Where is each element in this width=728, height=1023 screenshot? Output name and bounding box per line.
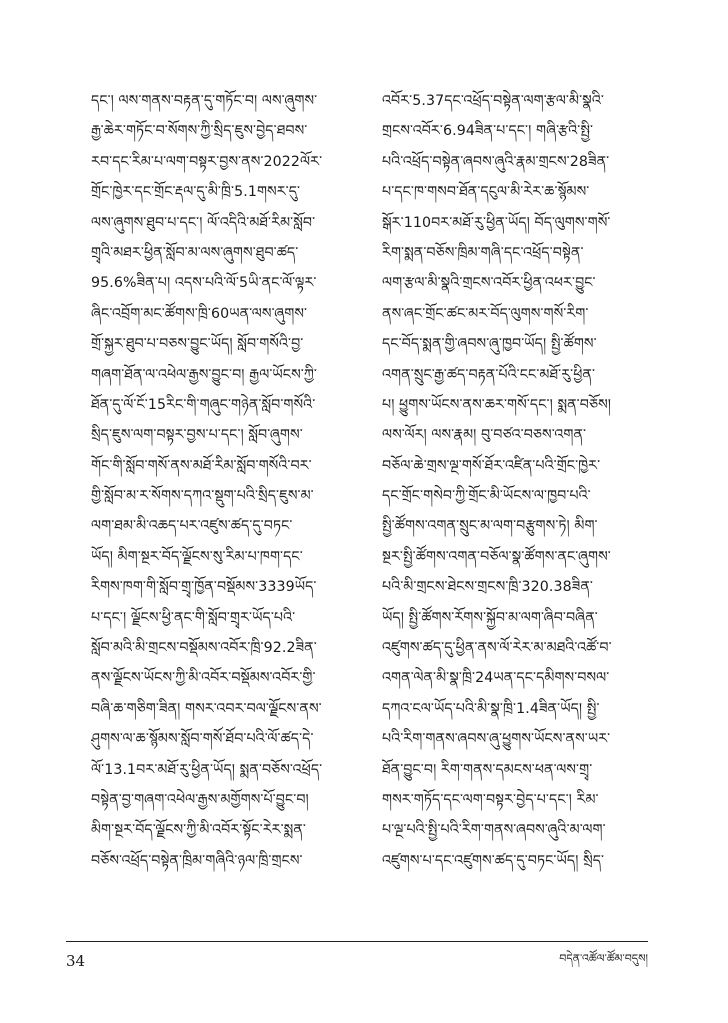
text-line: ཡོད། སྤྱི་ཚོགས་རོགས་སྐྱོབ་མ་ལག་ཞིབ་བཞིན་ — [382, 609, 598, 626]
text-line: དཀའ་ངལ་ཡོད་པའི་མི་སྣ་ཁྲི་1.4ཟིན་ཡོད། སྤྱི་ — [382, 700, 600, 717]
text-line: ལས་ཞུགས་ཐུབ་པ་དང་། ལོ་འདིའི་མཐོ་རིམ་སློབ་ — [91, 214, 316, 231]
text-line: རྒྱ་ཆེར་གཏོང་བ་སོགས་ཀྱི་སྲིད་ཇུས་བྱེད་ཐབས་ — [91, 123, 308, 140]
text-line: རབ་དང་རིམ་པ་ལག་བསྟར་བྱས་ནས་2022ལོར་ — [91, 153, 323, 170]
text-line: ལག་རྩལ་མི་སྣའི་གྲངས་འབོར་ཕྱིན་འཕར་བྱུང་ — [382, 275, 596, 292]
text-line: བཅོལ་ཆེ་གྲས་ལྔ་གསོ་ཐོར་འཛིན་པའི་གྲོང་ཁྱེར་ — [382, 457, 601, 474]
text-line: དང་བོད་སྨན་གྱི་ཞབས་ཞུ་ཁྱབ་ཡོད། སྤྱི་ཚོགས་ — [382, 336, 597, 353]
text-line: བཞི་ཆ་གཅིག་ཟིན། གསར་འབར་བལ་ལྗོངས་ནས་ — [91, 700, 322, 717]
right-text-column — [382, 86, 647, 876]
text-line: ཡོད། མིག་སྔར་བོད་ལྗོངས་སུ་རིམ་པ་ཁག་དང་ — [91, 548, 303, 565]
text-line: པ་ལྔ་པའི་སྤྱི་པའི་རིག་གནས་ཞབས་ཞུའི་མ་ལག་ — [382, 822, 606, 839]
text-line: རིགས་ཁག་གི་སློབ་གྲྭ་ཁྱོན་བསྡོམས་3339ཡོད་ — [91, 579, 317, 596]
text-line: ལས་ལོར། ལས་རྣམ། བུ་བཙའ་བཅས་འགན་ — [382, 427, 587, 444]
text-line: མིག་སྔར་བོད་ལྗོངས་ཀྱི་མི་འབོར་སྟོང་རེར་སྨན་ — [91, 822, 306, 839]
text-line: གོང་གི་སློབ་གསོ་ནས་མཐོ་རིམ་སློབ་གསོའི་བར་ — [91, 457, 312, 474]
text-line: དང་གྲོང་གསེབ་ཀྱི་གྲོང་མི་ཡོངས་ལ་ཁྱབ་པའི་ — [382, 488, 591, 505]
text-line: གསར་གཏོད་དང་ལག་བསྟར་བྱེད་པ་དང་། རིམ་ — [382, 791, 599, 808]
text-line: གྲོ་སྐྱར་ཐུབ་པ་བཅས་བྱུང་ཡོད། སློབ་གསོའི་བྱ་ — [91, 336, 304, 353]
text-line: སློབ་མའི་མི་གྲངས་བསྡོམས་འབོར་ཁྲི་92.2ཟིན་ — [91, 640, 317, 657]
text-line: ཐོན་དུ་ལོ་ངོ་15རིང་གི་གཞུང་གཉེན་སློབ་གསོའི་ — [91, 396, 316, 413]
text-line: ལོ་13.1བར་མཐོ་རུ་ཕྱིན་ཡོད། སྨན་བཅོས་འཕྲོད་ — [91, 761, 323, 778]
text-line: པའི་རིག་གནས་ཞབས་ཞུ་ཕྱུགས་ཡོངས་ནས་ཡར་ — [382, 731, 611, 748]
text-line: གྲངས་འབོར་6.94ཟིན་པ་དང་། གཞི་རྩའི་སྤྱི་ — [382, 123, 594, 140]
text-line: སྲིད་ཇུས་ལག་བསྟར་བྱས་པ་དང་། སློབ་ཞུགས་ — [91, 427, 303, 444]
text-line: གྲོང་ཁྱེར་དང་གྲོང་རྡལ་དུ་མི་ཁྲི་5.1གསར་དུ་ — [91, 184, 301, 201]
left-text-column — [91, 86, 356, 876]
text-line: པའི་མི་གྲངས་ཐེངས་གྲངས་ཁྲི་320.38ཟིན་ — [382, 579, 594, 596]
footer-rule — [66, 941, 648, 942]
running-footer: བདེན་འཚོལ་ཚོམ་བདུས། — [559, 952, 648, 965]
page-number: 34 — [66, 952, 86, 970]
text-line: སྤྱི་ཚོགས་འགན་སྲུང་མ་ལག་བརྩུགས་ཏེ། མིག་ — [382, 518, 598, 535]
text-line: དང་། ལས་གནས་བརྟན་དུ་གཏོང་བ། ལས་ཞུགས་ — [91, 93, 318, 109]
text-line: པ་དང་། ལྗོངས་ཕྱི་ནང་གི་སློབ་གྲྭར་ཡོད་པའི་ — [91, 609, 296, 626]
text-line: སྒོར་110བར་མཐོ་རུ་ཕྱིན་ཡོད། བོད་ལུགས་གསོ་ — [382, 214, 611, 231]
text-line: 95.6%ཟིན་པ། འདས་པའི་ལོ་5ཡི་ནང་ལོ་ལྟར་ — [91, 275, 317, 292]
text-line: ནས་ཞང་གྲོང་ཚང་མར་བོད་ལུགས་གསོ་རིག་ — [382, 305, 589, 322]
text-line: ལག་ཐམ་མི་འཆད་པར་འཛུས་ཚད་དུ་བཏང་ — [91, 518, 293, 535]
text-line: འགན་ལེན་མི་སྣ་ཁྲི་24ཡན་དང་དམིགས་བསལ་ — [382, 670, 610, 687]
text-line: པ་དང་ཁ་གསབ་ཐོན་དངུལ་མི་རེར་ཆ་སྙོམས་ — [382, 184, 590, 201]
text-line: གཞག་ཐོན་ལ་འཕེལ་རྒྱས་བྱུང་བ། རྒྱལ་ཡོངས་ཀྱི་ — [91, 366, 317, 383]
text-line: རིག་སྨན་བཅོས་ཁྲིམ་གཞི་དང་འཕྲོད་བསྟེན་ — [382, 244, 584, 261]
text-line: གྲྭའི་མཐར་ཕྱིན་སློབ་མ་ལས་ཞུགས་ཐུབ་ཚད་ — [91, 244, 299, 261]
text-line: ཐོན་བྱུང་བ། རིག་གནས་དམངས་ཕན་ལས་གྲྭ་ — [382, 761, 593, 778]
text-line: ཞིང་འབྲོག་མང་ཚོགས་ཁྲི་60ཡན་ལས་ཞུགས་ — [91, 305, 308, 322]
text-line: བསྟེན་བྱ་གཞག་འཕེལ་རྒྱས་མགྱོགས་པོ་བྱུང་བ། — [91, 791, 309, 808]
text-line: པ། ཕྱུགས་ཡོངས་ནས་ཆར་གསོ་དང་། སྨན་བཅོས། — [382, 396, 612, 413]
text-line: འབོར་5.37དང་འཕྲོད་བསྟེན་ལག་རྩལ་མི་སྣའི་ — [382, 93, 604, 109]
text-line: འཛུགས་ཚད་དུ་ཕྱིན་ནས་ལོ་རེར་མ་མཐའི་འཚོ་བ་ — [382, 640, 612, 657]
text-line: པའི་འཕྲོད་བསྟེན་ཞབས་ཞུའི་རྣམ་གྲངས་28ཟིན་ — [382, 153, 610, 170]
text-line: ཤུགས་ལ་ཆ་སྙོམས་སློབ་གསོ་ཐོབ་པའི་ལོ་ཚད་དེ་ — [91, 731, 314, 748]
text-line: བཅོས་འཕྲོད་བསྟེན་ཁྲིམ་གཞིའི་ཉལ་ཁྲི་གྲངས་ — [91, 852, 303, 869]
text-line: ནས་ལྗོངས་ཡོངས་ཀྱི་མི་འབོར་བསྡོམས་འབོར་གྱི་ — [91, 670, 316, 687]
text-line: འཛུགས་པ་དང་འཛུགས་ཚད་དུ་བཏང་ཡོད། སྲིད་ — [382, 852, 605, 869]
text-line: སྔར་སྤྱི་ཚོགས་འགན་བཅོལ་སྣ་ཚོགས་ནང་ཞུགས་ — [382, 548, 611, 565]
text-line: གྱི་སློབ་མ་ར་སོགས་དཀའ་སྡུག་པའི་སྲིད་ཇུས་མ་ — [91, 488, 314, 505]
text-line: འགན་སྲུང་རྒྱ་ཚད་བརྟན་པོའི་ངང་མཐོ་རུ་ཕྱིན་ — [382, 366, 596, 383]
